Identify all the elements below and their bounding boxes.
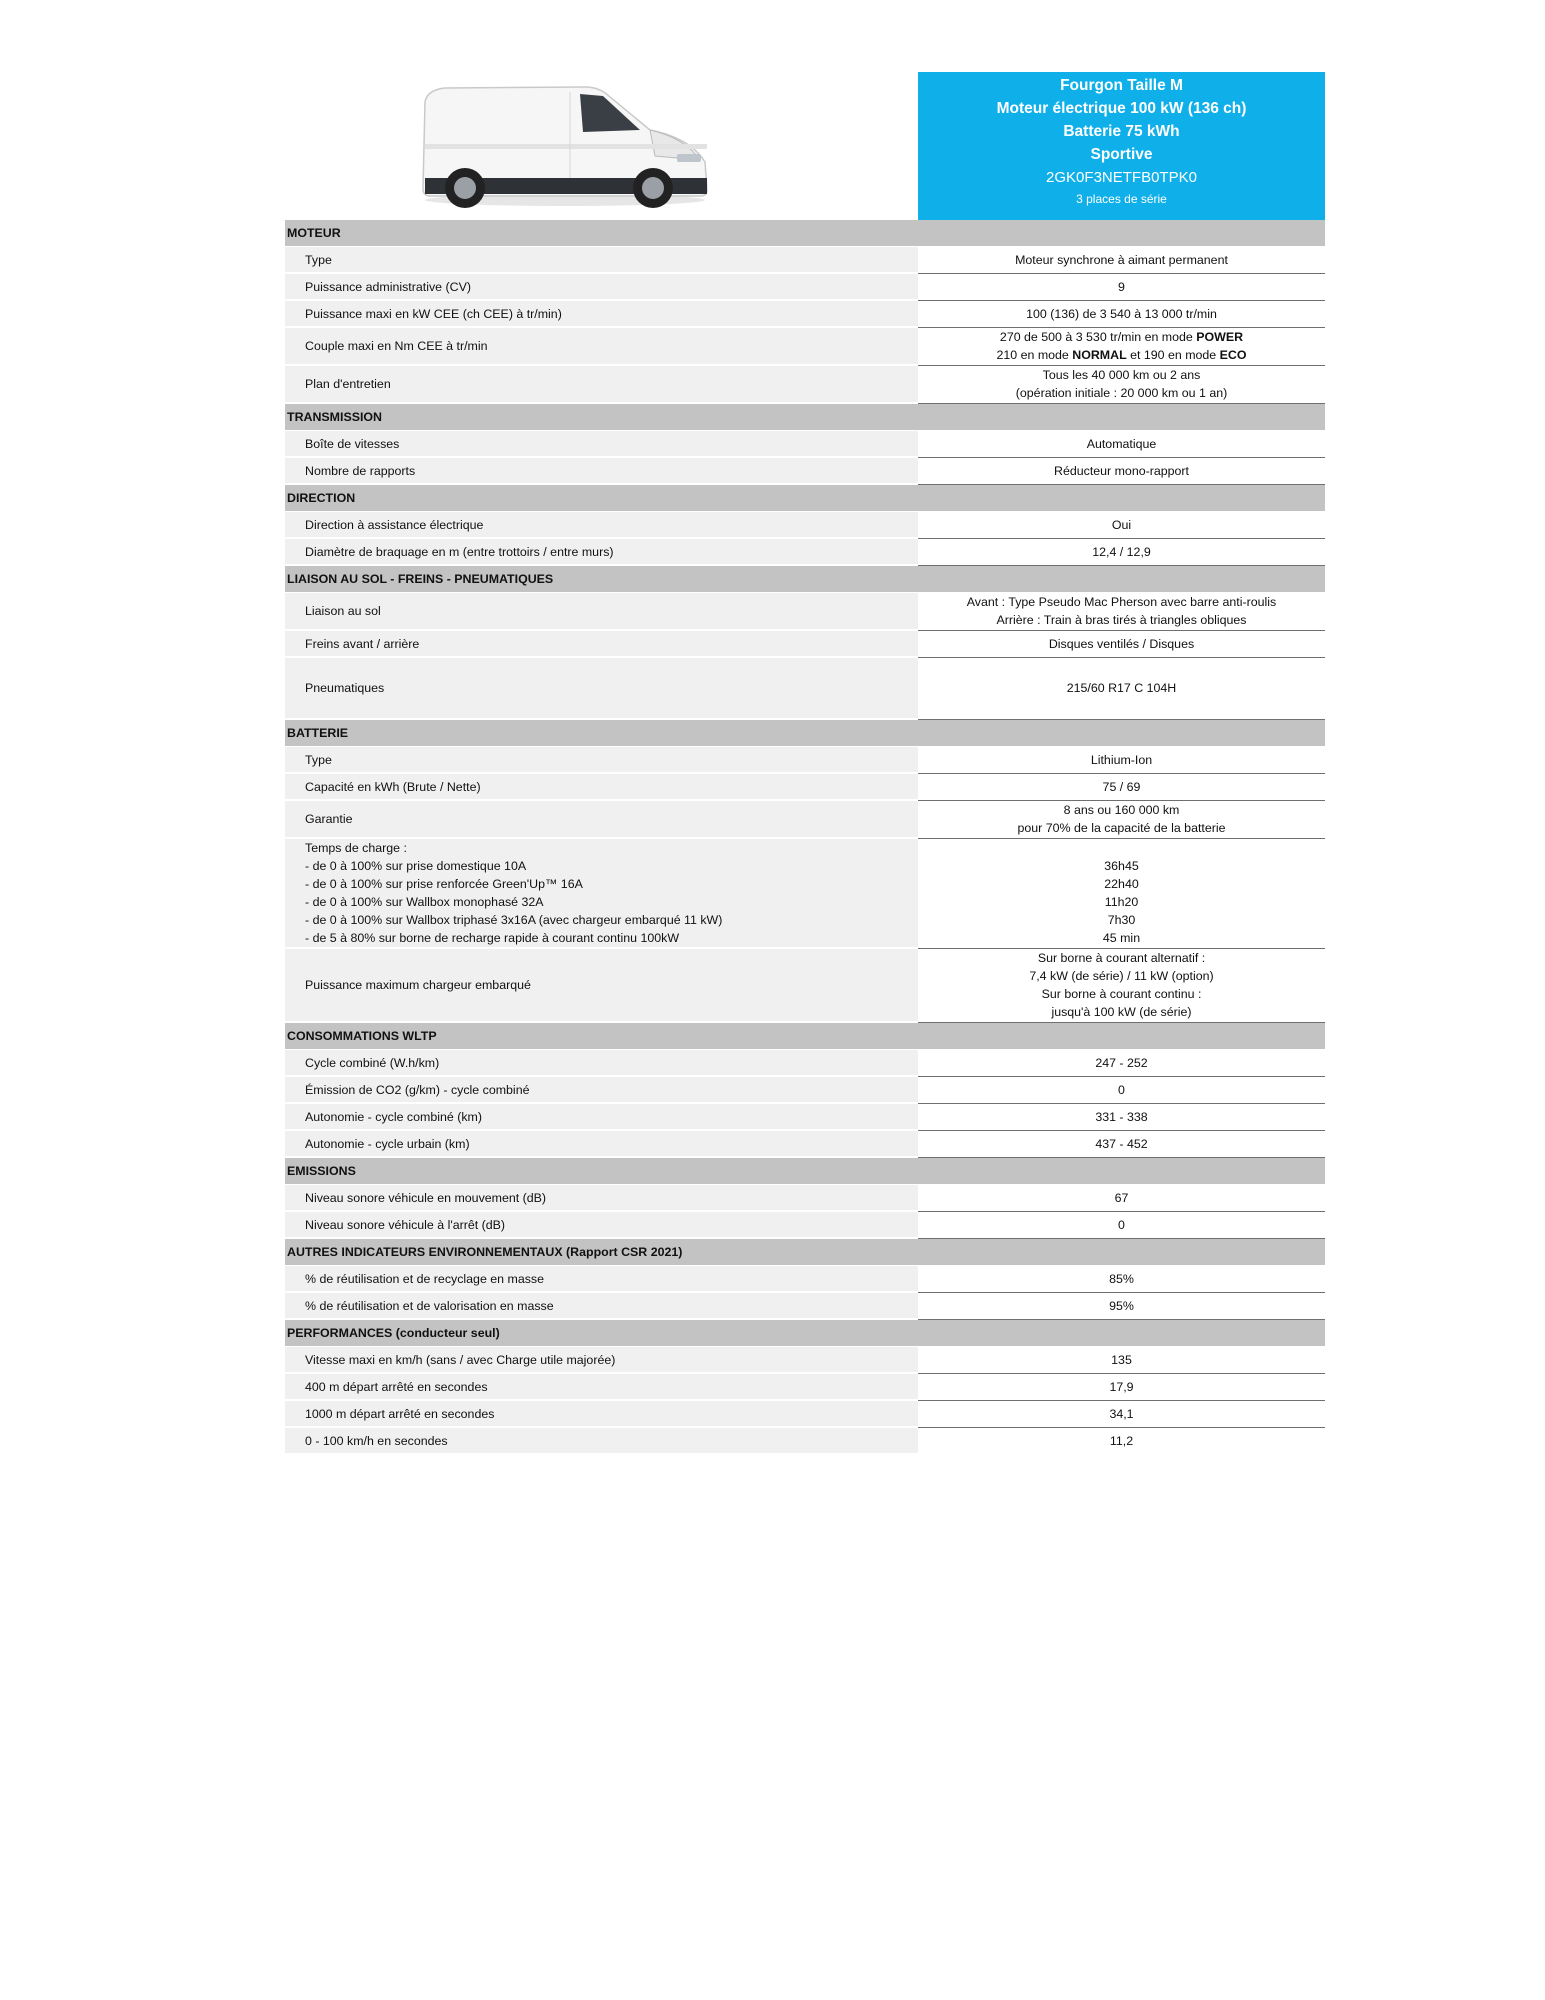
row-label: 1000 m départ arrêté en secondes [285, 1400, 918, 1427]
table-row [285, 1266, 1325, 1293]
charge-item-label: - de 0 à 100% sur Wallbox triphasé 3x16A (avec chargeur embarqué 11 kW) [305, 913, 723, 927]
table-row [285, 1076, 1325, 1103]
section-title: MOTEUR [285, 220, 918, 247]
row-label: Type [285, 747, 918, 774]
table-row [285, 538, 1325, 565]
row-value: 270 de 500 à 3 530 tr/min en mode POWER 210 en mode NORMAL et 190 en mode ECO [918, 327, 1325, 365]
table-row [285, 1103, 1325, 1130]
table-row [285, 300, 1325, 327]
table-row [285, 273, 1325, 300]
table-row [285, 1050, 1325, 1077]
header-line-2: Moteur électrique 100 kW (136 ch) [996, 100, 1247, 117]
charge-item-value: 36h45 [1104, 859, 1139, 873]
row-value: 331 - 338 [918, 1103, 1325, 1130]
section-header [285, 484, 1325, 512]
table-row [285, 773, 1325, 800]
charge-item-value: 22h40 [1104, 877, 1139, 891]
header-line-3: Batterie 75 kWh [1063, 123, 1180, 140]
table-row [285, 838, 1325, 948]
row-label: Cycle combiné (W.h/km) [285, 1050, 918, 1077]
section-header [285, 1022, 1325, 1050]
row-value: 95% [918, 1292, 1325, 1319]
row-label: Niveau sonore véhicule à l'arrêt (dB) [285, 1211, 918, 1238]
row-value: 8 ans ou 160 000 km pour 70% de la capacité de la batterie [918, 800, 1325, 838]
table-row [285, 457, 1325, 484]
section-title: DIRECTION [285, 484, 918, 512]
charge-item-value: 7h30 [1107, 913, 1136, 927]
row-value: 11,2 [918, 1427, 1325, 1454]
section-header [285, 565, 1325, 593]
charge-item-label: - de 0 à 100% sur prise renforcée Green'Up™ 16A [305, 877, 583, 891]
table-row [285, 630, 1325, 657]
table-row [285, 747, 1325, 774]
table-row [285, 800, 1325, 838]
table-row [285, 593, 1325, 631]
row-value: Avant : Type Pseudo Mac Pherson avec barre anti-roulis Arrière : Train à bras tirés à triangles obliques [918, 593, 1325, 631]
table-row [285, 1427, 1325, 1454]
row-value: 17,9 [918, 1373, 1325, 1400]
table-row [285, 1347, 1325, 1374]
table-row [285, 327, 1325, 365]
charge-item-value: 45 min [1102, 931, 1141, 945]
row-label: Niveau sonore véhicule en mouvement (dB) [285, 1185, 918, 1212]
section-title: BATTERIE [285, 719, 918, 747]
row-label: Boîte de vitesses [285, 431, 918, 458]
row-value [918, 838, 1325, 948]
row-value: 85% [918, 1266, 1325, 1293]
table-row [285, 512, 1325, 539]
row-value: Sur borne à courant alternatif : 7,4 kW (de série) / 11 kW (option) Sur borne à courant continu : jusqu'à 100 kW (de série) [918, 948, 1325, 1022]
table-row [285, 948, 1325, 1022]
row-label [285, 838, 918, 948]
section-title: CONSOMMATIONS WLTP [285, 1022, 918, 1050]
row-label: Autonomie - cycle urbain (km) [285, 1130, 918, 1157]
section-header [285, 1157, 1325, 1185]
row-value: 9 [918, 273, 1325, 300]
row-value: Moteur synchrone à aimant permanent [918, 247, 1325, 274]
row-value: 100 (136) de 3 540 à 13 000 tr/min [918, 300, 1325, 327]
row-label: Capacité en kWh (Brute / Nette) [285, 773, 918, 800]
section-title: LIAISON AU SOL - FREINS - PNEUMATIQUES [285, 565, 918, 593]
table-row [285, 1211, 1325, 1238]
row-label: Plan d'entretien [285, 365, 918, 403]
row-value: 67 [918, 1185, 1325, 1212]
row-label: Puissance maximum chargeur embarqué [285, 948, 918, 1022]
row-label: Pneumatiques [285, 657, 918, 719]
row-label: Nombre de rapports [285, 457, 918, 484]
version-code: 2GK0F3NETFB0TPK0 [1046, 169, 1197, 186]
row-value: Tous les 40 000 km ou 2 ans (opération initiale : 20 000 km ou 1 an) [918, 365, 1325, 403]
section-header [285, 719, 1325, 747]
row-value: 34,1 [918, 1400, 1325, 1427]
table-row [285, 1185, 1325, 1212]
table-row [285, 431, 1325, 458]
section-title: TRANSMISSION [285, 403, 918, 431]
section-header [285, 403, 1325, 431]
sheet-header [285, 72, 1325, 220]
row-label: Couple maxi en Nm CEE à tr/min [285, 327, 918, 365]
table-row [285, 1373, 1325, 1400]
row-label: Vitesse maxi en km/h (sans / avec Charge utile majorée) [285, 1347, 918, 1374]
row-value: 0 [918, 1076, 1325, 1103]
charge-item-value: 11h20 [1104, 895, 1139, 909]
table-row [285, 1130, 1325, 1157]
section-title: PERFORMANCES (conducteur seul) [285, 1319, 918, 1347]
row-value: Automatique [918, 431, 1325, 458]
charge-item-label: - de 5 à 80% sur borne de recharge rapide à courant continu 100kW [305, 931, 680, 945]
row-value: 0 [918, 1211, 1325, 1238]
version-header [918, 72, 1325, 220]
charge-title: Temps de charge : [305, 841, 407, 855]
row-label: Émission de CO2 (g/km) - cycle combiné [285, 1076, 918, 1103]
row-label: Garantie [285, 800, 918, 838]
row-value: 215/60 R17 C 104H [918, 657, 1325, 719]
row-value: Oui [918, 512, 1325, 539]
row-label: Liaison au sol [285, 593, 918, 631]
row-label: 0 - 100 km/h en secondes [285, 1427, 918, 1454]
table-row [285, 1400, 1325, 1427]
row-label: Type [285, 247, 918, 274]
row-value: 75 / 69 [918, 773, 1325, 800]
row-label: 400 m départ arrêté en secondes [285, 1373, 918, 1400]
header-line-4: Sportive [1090, 146, 1153, 163]
row-label: Freins avant / arrière [285, 630, 918, 657]
row-value: Lithium-Ion [918, 747, 1325, 774]
van-image [415, 82, 715, 212]
row-value: 247 - 252 [918, 1050, 1325, 1077]
row-value: Réducteur mono-rapport [918, 457, 1325, 484]
seats-note: 3 places de série [1076, 192, 1167, 206]
table-row [285, 657, 1325, 719]
section-header [285, 220, 1325, 247]
charge-item-label: - de 0 à 100% sur Wallbox monophasé 32A [305, 895, 544, 909]
spec-sheet [285, 72, 1325, 1455]
row-label: Direction à assistance électrique [285, 512, 918, 539]
charge-item-label: - de 0 à 100% sur prise domestique 10A [305, 859, 527, 873]
row-label: Puissance maxi en kW CEE (ch CEE) à tr/min) [285, 300, 918, 327]
section-title: EMISSIONS [285, 1157, 918, 1185]
row-label: Diamètre de braquage en m (entre trottoirs / entre murs) [285, 538, 918, 565]
table-row [285, 247, 1325, 274]
row-value: 437 - 452 [918, 1130, 1325, 1157]
spec-table [285, 220, 1325, 1455]
row-label: Autonomie - cycle combiné (km) [285, 1103, 918, 1130]
row-label: % de réutilisation et de valorisation en masse [285, 1292, 918, 1319]
table-row [285, 1292, 1325, 1319]
row-label: % de réutilisation et de recyclage en masse [285, 1266, 918, 1293]
row-value: 135 [918, 1347, 1325, 1374]
header-line-1: Fourgon Taille M [1060, 77, 1183, 94]
section-title: AUTRES INDICATEURS ENVIRONNEMENTAUX (Rapport CSR 2021) [285, 1238, 918, 1266]
section-header [285, 1319, 1325, 1347]
section-header [285, 1238, 1325, 1266]
row-label: Puissance administrative (CV) [285, 273, 918, 300]
row-value: Disques ventilés / Disques [918, 630, 1325, 657]
row-value: 12,4 / 12,9 [918, 538, 1325, 565]
table-row [285, 365, 1325, 403]
